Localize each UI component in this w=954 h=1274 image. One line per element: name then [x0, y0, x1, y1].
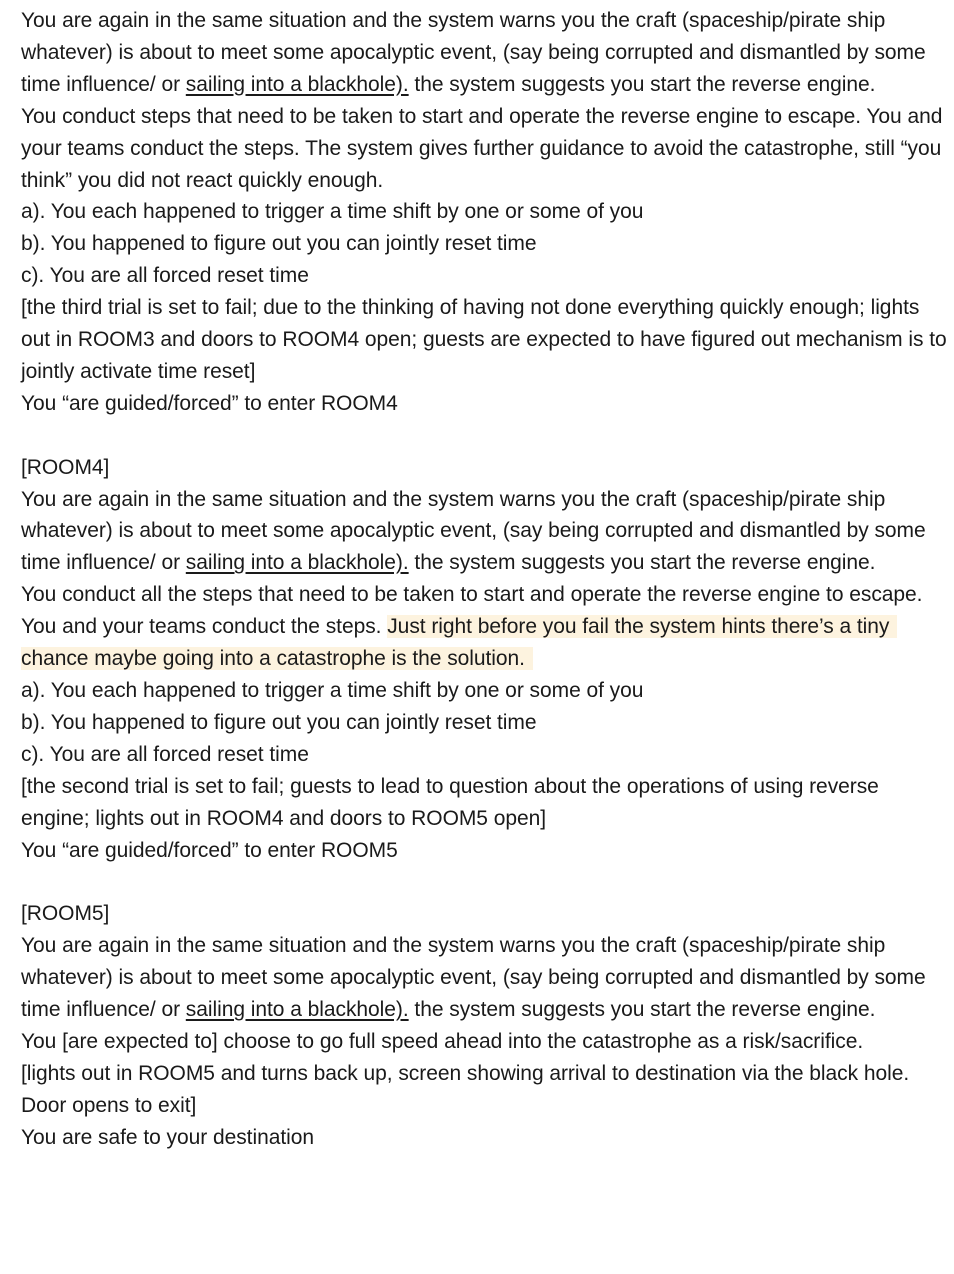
room3-note: [the third trial is set to fail; due to the thinking of having not done everything quickly enough; lights out in ROOM3 and doors to ROOM4 open; guests are expected to have figured out mechanism is to jointly activate time reset]	[21, 296, 947, 383]
document-body	[21, 5, 947, 1154]
room4-option-c: c). You are all forced reset time	[21, 742, 309, 766]
room3-exit: You “are guided/forced” to enter ROOM4	[21, 391, 398, 415]
room5-intro-paragraph	[21, 930, 947, 1026]
room3-option-b: b). You happened to figure out you can jointly reset time	[21, 232, 537, 256]
room5-blackhole-link[interactable]: sailing into a blackhole).	[185, 998, 409, 1022]
room4-option-a: a). You each happened to trigger a time shift by one or some of you	[21, 679, 644, 703]
room4-exit: You “are guided/forced” to enter ROOM5	[21, 838, 398, 862]
room3-blackhole-link[interactable]: sailing into a blackhole).	[185, 72, 409, 96]
room3-intro-text: You are again in the same situation and the system warns you the craft (spaceship/pirate ship whatever) is about to meet some apocalyptic event, (say being corrupted and dismantled by some time influence/ or	[21, 9, 926, 96]
room4-heading: [ROOM4]	[21, 455, 110, 479]
room5-exit: You are safe to your destination	[21, 1125, 314, 1149]
room3-steps-paragraph: You conduct steps that need to be taken to start and operate the reverse engine to escape. You and your teams conduct the steps. The system gives further guidance to avoid the catastrophe, still “you think” you did not react quickly enough.	[21, 104, 943, 192]
room4-steps-text: You conduct all the steps that need to be taken to start and operate the reverse engine to escape. You and your teams conduct the steps.	[21, 583, 923, 639]
room4-intro-text-end: the system suggests you start the reverse engine.	[408, 551, 876, 575]
room4-steps-paragraph	[21, 579, 947, 675]
room5-note: [lights out in ROOM5 and turns back up, screen showing arrival to destination via the black hole. Door opens to exit]	[21, 1061, 910, 1117]
room3-intro-text-end: the system suggests you start the reverse engine.	[408, 72, 876, 96]
room4-note: [the second trial is set to fail; guests to lead to question about the operations of using reverse engine; lights out in ROOM4 and doors to ROOM5 open]	[21, 774, 879, 830]
room4-blackhole-link[interactable]: sailing into a blackhole).	[185, 551, 409, 575]
room5-intro-text-end: the system suggests you start the reverse engine.	[408, 998, 876, 1022]
room4-highlighted-hint: Just right before you fail the system hints there’s a tiny chance maybe going into a catastrophe is the solution.	[21, 615, 897, 670]
spacer	[21, 420, 947, 452]
room4-intro-text: You are again in the same situation and the system warns you the craft (spaceship/pirate ship whatever) is about to meet some apocalyptic event, (say being corrupted and dismantled by some time influence/ or	[21, 487, 926, 575]
room4-option-b: b). You happened to figure out you can jointly reset time	[21, 710, 537, 734]
room4-intro-paragraph	[21, 484, 947, 580]
room5-intro-text: You are again in the same situation and the system warns you the craft (spaceship/pirate ship whatever) is about to meet some apocalyptic event, (say being corrupted and dismantled by some time influence/ or	[21, 934, 926, 1022]
room3-option-a: a). You each happened to trigger a time shift by one or some of you	[21, 200, 644, 224]
room3-intro-paragraph	[21, 5, 947, 101]
room3-option-c: c). You are all forced reset time	[21, 264, 309, 288]
spacer	[21, 866, 947, 898]
room5-heading: [ROOM5]	[21, 902, 110, 926]
room5-choice-paragraph: You [are expected to] choose to go full speed ahead into the catastrophe as a risk/sacrifice.	[21, 1029, 864, 1053]
